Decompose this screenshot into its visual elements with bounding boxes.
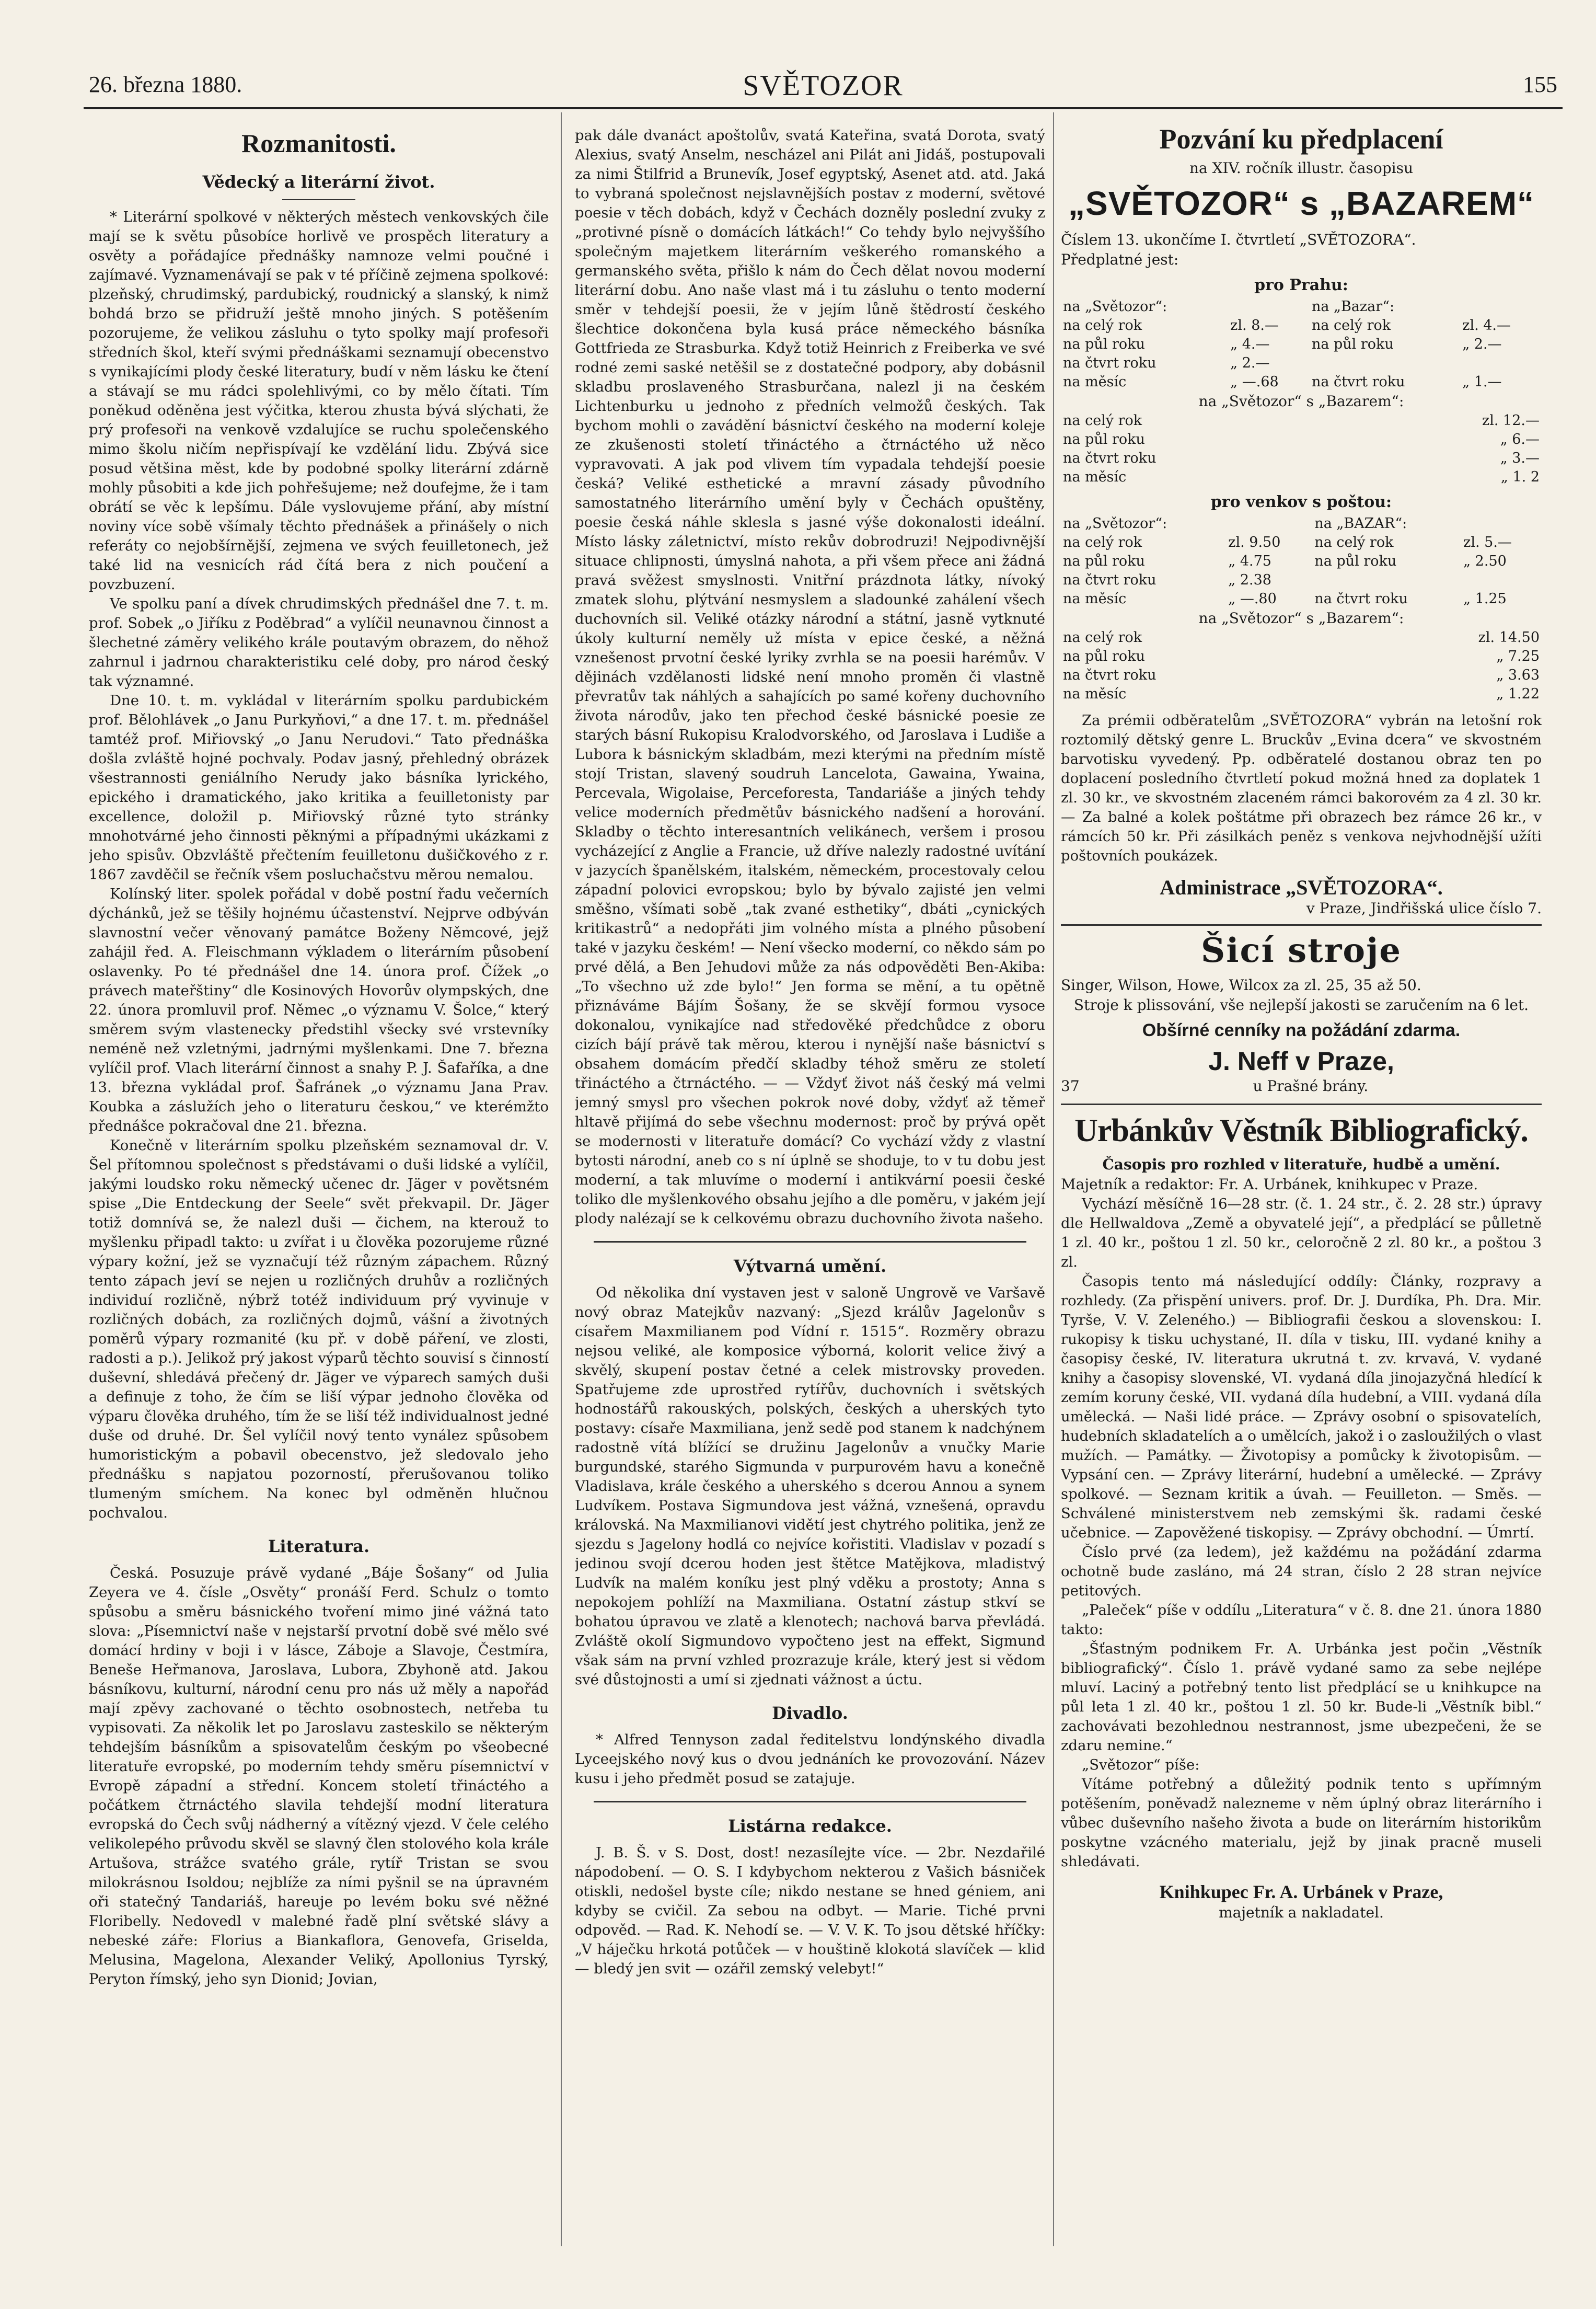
- price-cell: zl. 8.—: [1230, 317, 1279, 334]
- ad-line: Singer, Wilson, Howe, Wilcox za zl. 25, 35 až 50.: [1061, 977, 1421, 994]
- subsection-heading: Výtvarná umění.: [733, 1256, 887, 1276]
- ad-subtitle: Časopis pro rozhled v literatuře, hudbě a umění.: [1102, 1156, 1500, 1173]
- price-cell: na půl roku: [1063, 648, 1145, 664]
- price-cell: na „Bazar“:: [1311, 298, 1395, 315]
- article-paragraph: Dne 10. t. m. vykládal v literárním spolku pardubickém prof. Bělohlávek „o Janu Purkyňovi,“ a dne 17. t. m. přednášel tamtéž prof. Miřiovský „o Janu Nerudovi.“ Tato přednáška došla zvláště hojné pochvaly. Podav jasný, přehledný obrázek všestrannosti geniálního Nerudy jako básníka lyrického, epického i dramatického, jako kritika a feuilletonisty par excellence, doložil p. Miřiovský různé tyto stránky mnohotvárné jeho činnosti pěknými a případnými ukázkami z jeho spisův. Obzvláště přečtením feuilletonu dušičkového z r. 1867 zavděčil se řečník všem posluchačstvu měrou nemalou.: [89, 692, 549, 883]
- price-cell: „ 2.—: [1230, 355, 1270, 371]
- price-cell: [1461, 571, 1542, 590]
- ad-paragraph: „Světozor“ píše:: [1082, 1756, 1200, 1773]
- price-cell: na měsíc: [1063, 374, 1127, 390]
- price-table-prague: [1061, 297, 1542, 392]
- price-cell: na celý rok: [1314, 534, 1394, 550]
- price-cell: na celý rok: [1063, 534, 1142, 550]
- price-heading: pro Prahu:: [1254, 276, 1348, 294]
- ad-signature-sub: majetník a nakladatel.: [1219, 1904, 1384, 1921]
- price-cell: „ 4.—: [1230, 336, 1270, 352]
- price-cell: „ 3.—: [1500, 450, 1540, 466]
- price-cell: „ —.68: [1230, 374, 1279, 390]
- article-paragraph: Česká. Posuzuje právě vydané „Báje Šošany“ od Julia Zeyera ve 4. čísle „Osvěty“ pronáší Ferd. Schulz o tomto spůsobu a směru básnického tvoření mimo jiné vážná tato slova: „Písemnictví naše v nejstarší prvotní době své mělo své domácí hrdiny v boji i v lásce, Záboje a Slavoje, Čestmíra, Beneše Heřmanova, Jaroslava, Lubora, Zbyhoně atd. Jakou básníkovu, kulturní, národní cenu pro nás už měly a napořád mají zpěvy zachované o těchto osobnostech, netřeba tu vypisovati. Za několik let po Jaroslavu zasteskilo se některým tehdejším básníkům a spisovatelům českým po všeobecné literatuře evropské, po moderním tehdy směru písemnictví v Evropě západní a střední. Koncem století třináctého a počátkem čtrnáctého slavila tehdejší modní literatura evropská do Čech svůj nádherný a vítězný vjezd. V čele celého velikolepého průvodu skvěl se slavný člen stolového kola krále Artušova, strážce svatého grále, rytíř Tristan se svou milokrásnou Isoldou; nejblíže za ními pyšnil se na úpravném oři statečný Tandariáš, hareuje po levém boku své něžné Floribelly. Nedovedl v malebné řadě plní světské slávy a nebeské záře: Florius a Biankaflora, Genovefa, Griselda, Melusina, Magelona, Alexander Veliký, Apollonius Tyrský, Peryton římský, jeho syn Dionid; Jovian,: [89, 1565, 549, 1988]
- price-cell: na měsíc: [1063, 686, 1127, 702]
- column-right-ads: [1061, 112, 1542, 2246]
- price-cell: na čtvrt roku: [1063, 450, 1156, 466]
- ad-address: u Prašné brány.: [1253, 1077, 1369, 1095]
- price-cell: na celý rok: [1311, 317, 1391, 334]
- price-subheading: na „Světozor“ s „Bazarem“:: [1198, 610, 1404, 627]
- column-left: [89, 112, 549, 2246]
- price-cell: zl. 5.—: [1463, 534, 1512, 550]
- price-table-country-combined: [1061, 628, 1542, 704]
- price-cell: na „BAZAR“:: [1314, 515, 1407, 532]
- ad-paragraph: Vítáme potřebný a důležitý podnik tento s upřímným potěšením, poněvadž nalezneme v něm úplný obraz literárního i vůbec duševního našeho života a bude on literárním historikům poskytne vzácného materialu, jejž by jinak pracně museli shledávati.: [1061, 1776, 1542, 1870]
- divider: [1061, 924, 1542, 926]
- price-cell: „ 7.25: [1496, 648, 1540, 664]
- price-table-prague-combined: [1061, 411, 1542, 487]
- price-cell: na „Světozor“:: [1063, 515, 1167, 532]
- ad-subtitle: na XIV. ročník illustr. časopisu: [1189, 159, 1414, 177]
- price-cell: na měsíc: [1063, 469, 1127, 485]
- price-cell: [1460, 354, 1542, 373]
- ad-signature: Knihkupec Fr. A. Urbánek v Praze,: [1159, 1881, 1443, 1902]
- article-paragraph: J. B. Š. v S. Dost, dost! nezasílejte více. — 2br. Nezdařilé nápodobení. — O. S. I kdybychom nekterou z Vašich básniček otiskli, nedošel byste cíle; nikdo nestane se hned géniem, ani kdyby se cvičil. Za sebou na odbyt. — Marie. Tiché prvni odpověd. — Rad. K. Nehodí se. — V. V. K. To jsou dětské hříčky: „V háječku hrkotá potůček — v houštině klokotá slavíček — klid — bledý jen svit — ozářil zemský velebyt!“: [575, 1844, 1045, 1977]
- article-paragraph: Ve spolku paní a dívek chrudimských přednášel dne 7. t. m. prof. Sobek „o Jiříku z Poděbrad“ a vylíčil neunavnou činnost a šlechetné záměry velikého krále poutavým obrazem, do něhož zahrnul i jadrnou charakteristiku celé doby, pro národ český tak významné.: [89, 595, 549, 690]
- price-cell: na „Světozor“:: [1063, 298, 1167, 315]
- price-cell: „ 3.63: [1496, 667, 1540, 683]
- price-cell: „ —.80: [1228, 591, 1277, 607]
- ad-title: Pozvání ku předplacení: [1159, 123, 1443, 155]
- page-header: [84, 52, 1563, 105]
- ad-brand: „SVĚTOZOR“ s „BAZAREM“: [1068, 185, 1534, 222]
- price-cell: „ 1.—: [1462, 374, 1502, 390]
- ad-company: J. Neff v Praze,: [1208, 1047, 1394, 1076]
- article-paragraph: pak dále dvanáct apoštolův, svatá Kateřina, svatá Dorota, svatý Alexius, svatý Anselm, nescházel ani Pilát ani Jidáš, postupovali za nimi Štilfrid a Brunevík, Josef egyptský, Asenet atd. atd. Jaká to vybraná společnost nejslavnějších postav z moderní, světové poesie v těch dobách, když v Čechách dozněly poslední zvuky z „protivné písně o domácích látkách!“ Co tehdy bylo nejvyššího společným majetkem literárním veškerého romanského a germanského světa, přišlo k nám do Čech dělat novou moderní literární dobu. Ano naše vlast má i tu zásluhu o tento moderní směr v tehdejší poesii, že v jejím lůně štědrostí českého šlechtice dokončena byla kusá práce německého básníka Gottfrieda ze Strasburka. Když totiž Heinrich z Freiberka ve své rodné zemi saské netěšil se z dostatečné podpory, aby dobásnil skladbu proslaveného Strasburčana, nalezl ji na českém Lichtenburku u jednoho z předních velmožů českých. Tak bychom mohli o zavádění básnictví českého na moderní koleje ze zkušenosti století třináctého a čtrnáctého už něco vypravovati. A jak pod vlivem tím vypadala tehdejší poesie česká? Veliké esthetické a mravní zásady původního samostatného literárního umění byly v Čechách opuštěny, poesie česká náhle sklesla s jasné výše dokonalosti ideální. Místo lásky záletnictví, místo rekův dobrodruzi! Nejpodivnější situace chlipnosti, úmyslná nahota, a při všem přece ani žádná pravá svěžest smyslnosti. Vnitřní prázdnota látky, nívoký zmatek slohu, plýtvání nesmyslem a sladounké zahálení všech duchovních sil. Veliké otázky národní a státní, jasně vytknuté úkoly kulturní neměly už místa v epice české, a něžná vznešenost prvotní české lyriky zvrhla se na poesii harémův. V dějinách vzdělanosti lidské není mnoho proměn či vlastně převratův tak náhlých a sahajících po samé kořeny duchovního života národův, jako ten přechod české básnické poesie ze starých básní Rukopisu Kralodvorského, od Jaroslava i Ludiše a Lubora k básnickým skladbám, mezi kterými na předním místě stojí Tristan, slavený soudruh Lancelota, Gawaina, Ywaina, Percevala, Wigolaise, Perceforesta, Tandariáše a jiných tehdy velice moderních předmětův básnického nadšení a horování. Skladby o těchto interesantních velikánech, veršem i prosou vycházející z Anglie a Francie, už dříve nalezly radostné uvítání v jazycích španělském, italském, německém, procestovaly celou západní polovici evropskou; bylo by bývalo zajisté jen velmi směšno, všímati sobě „tak zvané esthetiky“, dbáti „cynických kritikastrů“ a nedopřáti jim volného místa a plného působení také v jazyku českém! — Není všecko moderní, co někdo sám po prvé dělá, a Ben Jehudovi může za nás odpověděti Ben-Akiba: „To všechno už zde bylo!“ Jen forma se mění, a tu opětně přiznáváme Bájím Šošany, že se skvějí formou vysoce dokonalou, vynikajíce nad středověké předchůdce z oboru cizích bájí právě tak měrou, kterou i nynější naše básnictví s obsahem domácím předčí skladby téhož směru ze století třináctého a čtrnáctého. — — Vždyť život náš český má velmi jemný smysl pro všechen pokrok nové doby, vždyť až těmeř hltavě přijímá do sebe všechnu modernost: proč by prývá opět se modernosti v literatuře domácí? Co vychází vždy z vlastní bytosti národní, aneb co s ní úplně se shoduje, to v tu dobu jest moderní, a tak mluvíme o moderní i antikvární poesii české toliko dle myšlenkového obsahu jejího a dle poměru, v jakém její plody nalézají se k celkovému obrazu duchovního života našeho.: [575, 127, 1045, 1227]
- price-cell: [1461, 514, 1542, 533]
- ad-title: Šicí stroje: [1201, 931, 1402, 970]
- section-heading: Rozmanitosti.: [241, 129, 396, 158]
- price-cell: na půl roku: [1311, 336, 1394, 352]
- price-cell: „ 1.25: [1463, 591, 1507, 607]
- price-cell: na půl roku: [1063, 431, 1145, 447]
- price-cell: „ 1. 2: [1500, 469, 1540, 485]
- price-cell: na půl roku: [1063, 553, 1145, 569]
- price-cell: [1226, 514, 1312, 533]
- ad-title: Urbánkův Věstník Bibliografický.: [1074, 1113, 1528, 1148]
- price-cell: zl. 4.—: [1462, 317, 1511, 334]
- price-cell: „ 6.—: [1500, 431, 1540, 447]
- article-paragraph: Kolínský liter. spolek pořádal v době postní řadu večerních dýchánků, jež se těšily hojnému účastenství. Nejprve odbýván slavnostní večer věnovaný památce Boženy Němcové, jejž zahájil řed. A. Fleischmann výkladem o literárním působení oslavenky. Po té přednášel dne 14. února prof. Čížek „o právech mateřštiny“ dle Kosinových Hovorův olympských, dne 22. února promluvil prof. Němec „o významu V. Šolce,“ který směrem svým vlastenecky předstihl všecky své vrstevníky neméně než vzletnými, jadrnými myšlenkami. Dne 7. března vylíčil prof. Vlach literární činnost a snahy P. J. Šafaříka, a dne 13. března vykládal prof. Šafránek „o významu Jana Prav. Koubka a záslužích jeho o literaturu českou,“ ve kterémžto přednášce pokračoval dne 21. března.: [89, 886, 549, 1134]
- price-cell: zl. 9.50: [1228, 534, 1281, 550]
- ad-bold-line: Obšírné cenníky na požádání zdarma.: [1142, 1020, 1461, 1040]
- page-number: 155: [1523, 72, 1557, 97]
- price-cell: [1460, 297, 1542, 316]
- price-cell: na čtvrt roku: [1063, 667, 1156, 683]
- ad-line: Předplatné jest:: [1061, 251, 1179, 268]
- ad-line: Stroje k plissování, vše nejlepší jakosti se zaručením na 6 let.: [1073, 996, 1529, 1014]
- price-cell: [1228, 297, 1310, 316]
- divider: [594, 1241, 1026, 1243]
- ad-address: v Praze, Jindřišská ulice číslo 7.: [1306, 900, 1542, 917]
- price-cell: na čtvrt roku: [1311, 374, 1405, 390]
- subsection-heading: Listárna redakce.: [728, 1816, 892, 1836]
- issue-date: 26. března 1880.: [89, 72, 242, 97]
- price-cell: na půl roku: [1063, 336, 1145, 352]
- article-paragraph: Od několika dní vystaven jest v saloně Ungrově ve Varšavě nový obraz Matejkův nazvaný: „Sjezd králův Jagelonův s císařem Maxmilianem pod Vídní r. 1515“. Rozměry obrazu nejsou veliké, ale komposice výborná, kolorit velice živý a skvělý, skupení postav četné a celek mistrovsky proveden. Spatřujeme zde uprostřed rytířův, duchovních i světských hodnostářů rakouských, polských, českých a uherských tyto postavy: císaře Maxmiliana, jenž sedě pod stanem k nadchýnem radostně vítá blížící se družinu Jagelonův a vnučky Marie burgundské, starého Sigmunda v purpurovém havu a konečně Vladislava, krále českého a uherského s dcerou Annou a synem Ludvíkem. Postava Sigmundova jest vážná, vznešená, opravdu královská. Na Maxmilianovi vidětí jest chytrého politika, jenž ze sjezdu s Jagelony hodlá co nejvíce kořistiti. Vladislav v pozadí s jedinou svojí dcerou hoden jest štětce Matějkova, mladistvý Ludvík na malém koníku jest plný vděku a prostoty; Anna s nepokojem pohlíží na Maxmiliana. Ostatní zástup stkví se bohatou úpravou ve zlatě a klenotech; nachová barva převládá. Zvláště okolí Sigmundovo vypočteno jest na effekt, Sigmund však sám na první vzhled prozrazuje krále, který jest si vědom své důstojnosti a umí si zjednati vážnost a úctu.: [575, 1284, 1045, 1688]
- article-paragraph: Konečně v literárním spolku plzeňském seznamoval dr. V. Šel přítomnou společnost s předstávami o duši lidské a vylíčil, jakými loudsko roku německý učenec dr. Jäger v povětsném spise „Die Entdeckung der Seele“ svět překvapil. Dr. Jäger totiž domnívá se, že nalezl duši — čichem, na kterouž to myšlenku připadl takto: u zvířat i u člověka pozorujeme různé výpary kožní, jež se vyznačují též různým zápachem. Různý tento zápach jeví se nejen u rozličných druhův a rozličných individuí rozličně, nýbrž totéž individuum prý vyvinuje v rozličných dobách, za rozličných dojmů, vášní a životných poměrů výpary rozmanité (ku př. v době páření, ve zlosti, radosti a p.). Jelikož prý jakost výparů těchto souvisí s činností duševní, shledává přečený dr. Jäger ve výparech samých duši a definuje z toho, že čím se liší výpar jednoho člověka od výparu člověka druhého, tím že se liší též individualnost jedné duše od druhé. Dr. Šel vylíčil nový tento vynález spůsobem humoristickým a pobavil obecenstvo, jež sledovalo jeho přednášku s napjatou pozorností, přerušovanou toliko tlumeným smíchem. Na konec byl odměněn hlučnou pochvalou.: [89, 1137, 549, 1521]
- price-cell: „ 2.50: [1463, 553, 1507, 569]
- ad-paragraph: „Paleček“ píše v oddílu „Literatura“ v č. 8. dne 21. února 1880 takto:: [1061, 1602, 1542, 1638]
- price-cell: na čtvrt roku: [1063, 355, 1156, 371]
- subsection-heading: Literatura.: [268, 1536, 370, 1556]
- price-cell: [1312, 571, 1461, 590]
- column-divider: [561, 112, 562, 2246]
- divider: [282, 199, 355, 200]
- subsection-heading: Vědecký a literární život.: [202, 172, 435, 192]
- price-subheading: na „Světozor“ s „Bazarem“:: [1198, 393, 1404, 410]
- column-middle: [575, 112, 1045, 2246]
- price-cell: zl. 12.—: [1482, 412, 1540, 429]
- article-paragraph: * Literární spolkové v některých městech venkovských čile mají se k světu působíce horlivě ve prospěch literatury a osvěty a pořádajíce přednášky namnoze velmi poučné i zajímavé. Vyznamenávají se pak v té příčině zejmena spolkové: plzeňský, chrudimský, pardubický, roudnický a slanský, k nimž bohdá brzo se přidruží ještě mnoho jiných. S potěšením pozorujeme, že velikou zásluhu o tyto spolky mají profesoři středních škol, kteří svými přednáškami seznamují obecenstvo s vynikajícími plody české literatury, budí v něm lásku ke čtení a stávají se mu rádci spolehlivými, co by mělo čítati. Tím poněkud oděněna jest výčitka, kterou zhusta bývá slýchati, že prý profesoři na venkově vzdalujíce se ruchu společenského mimo školu ničím nepřispívají ke vzdělání lidu. Zbývá sice posud většina měst, kde by podobné spolky literární zdárně mohly působiti a kde jich pohřešujeme; než doufejme, že i tam obrátí se věc k lepšímu. Dále vyslovujeme přání, aby místní noviny více sobě všímaly těchto přednášek a přinášely o nich referáty co nejobšírnější, zejmena ve svých feuilletonech, jež také lid na vesnicích rád čítá bera z nich poučení a povzbuzení.: [89, 209, 549, 593]
- journal-title: SVĚTOZOR: [743, 70, 904, 102]
- price-cell: zl. 14.50: [1478, 629, 1540, 646]
- price-cell: na půl roku: [1314, 553, 1397, 569]
- ad-paragraph: Číslo prvé (za ledem), jež každému na požádání zdarma ochotně bude zasláno, má 24 stran, číslo 2 28 stran nejvíce petitových.: [1061, 1544, 1542, 1599]
- article-paragraph: * Alfred Tennyson zadal ředitelstvu londýnského divadla Lyceejského nový kus o dvou jednáních ke provozování. Název kusu i jeho předmět posud se zatajuje.: [575, 1731, 1045, 1787]
- price-cell: na celý rok: [1063, 412, 1142, 429]
- price-cell: na čtvrt roku: [1314, 591, 1408, 607]
- price-cell: na celý rok: [1063, 629, 1142, 646]
- ad-paragraph: Za prémii odběratelům „SVĚTOZORA“ vybrán na letošní rok roztomilý dětský genre L. Bruckův „Evina dcera“ ve skvostném barvotisku vyvedený. Pp. odběratelé dostanou obraz ten po doplacení posledního čtvrtletí pokud možná hned za doplatek 1 zl. 30 kr., ve skvostném zlaceném rámci bakorovém za 4 zl. 30 kr. — Za balné a kolek poštátme při obrazech bez rámce 26 kr., v rámcích 50 kr. Při zásilkách peněz s venkova nejvhodnější užíti poštovních poukázek.: [1061, 712, 1542, 864]
- price-cell: [1310, 354, 1460, 373]
- price-cell: „ 4.75: [1228, 553, 1271, 569]
- price-cell: na měsíc: [1063, 591, 1127, 607]
- price-cell: „ 2.—: [1462, 336, 1502, 352]
- divider: [594, 1801, 1026, 1802]
- ad-line: Číslem 13. ukončíme I. čtvrtletí „SVĚTOZORA“.: [1061, 231, 1416, 248]
- ad-signature: Administrace „SVĚTOZORA“.: [1160, 876, 1443, 899]
- ad-paragraph: Časopis tento má následující oddíly: Články, rozpravy a rozhledy. (Za přispění univers. prof. Dr. J. Durdíka, Ph. Dra. Mir. Tyrše, V. V. Zeleného.) — Bibliografii českou a slovenskou: I. rukopisy k tisku uchystané, II. díla v tisku, III. vydané knihy a časopisy české, IV. literatura ukrutná t. zv. krvavá, V. vydané knihy a časopisy slovenské, VI. vydaná díla jinojazyčná hledící k zemím koruny české, VII. vydaná díla hudební, a VIII. vydaná díla umělecká. — Naši lidé práce. — Zprávy osobní o spisovatelích, hudebních skladatelích a o umělcích, jakož i o zasloužilých o vlast mužích. — Památky. — Životopisy a pomůcky k životopisům. — Vypsání cen. — Zprávy literární, hudební a umělecké. — Zprávy spolkové. — Seznam kritik a úvah. — Feuilleton. — Směs. — Schválené ministerstvem neb zemskými šk. radami české učebnice. — Zapověžené tiskopisy. — Zprávy obchodní. — Úmrtí.: [1061, 1273, 1542, 1541]
- price-table-country: [1061, 514, 1542, 608]
- price-cell: „ 2.38: [1228, 572, 1271, 588]
- price-cell: „ 1.22: [1496, 686, 1540, 702]
- ad-paragraph: „Šťastným podnikem Fr. A. Urbánka jest počin „Věstník bibliografický“. Číslo 1. právě vydané samo za sebe nejlépe mluví. Laciný a potřebný tento list předplácí se u knihkupce na půl leta 1 zl. 40 kr., poštou 1 zl. 50 kr. Bude-li „Věstník bibl.“ zachovávati bezohlednou nestrannost, jsme ubezpečeni, že se zdaru nemine.“: [1061, 1640, 1542, 1754]
- ad-number: 37: [1061, 1077, 1080, 1095]
- header-rule: [84, 107, 1563, 109]
- ad-line: Majetník a redaktor: Fr. A. Urbánek, knihkupec v Praze.: [1061, 1176, 1478, 1193]
- subsection-heading: Divadlo.: [772, 1703, 848, 1723]
- price-cell: na čtvrt roku: [1063, 572, 1156, 588]
- price-heading: pro venkov s poštou:: [1210, 493, 1392, 511]
- divider: [1061, 1104, 1542, 1105]
- column-divider: [1053, 112, 1054, 2246]
- price-cell: na celý rok: [1063, 317, 1142, 334]
- ad-paragraph: Vychází měsíčně 16—28 str. (č. 1. 24 str., č. 2. 28 str.) úpravy dle Hellwaldova „Země a obyvatelé její“, a předplácí se půlletně 1 zl. 40 kr., poštou 1 zl. 50 kr., celoročně 2 zl. 80 kr., a poštou 3 zl.: [1061, 1196, 1542, 1270]
- ad-footer: [1061, 1076, 1542, 1096]
